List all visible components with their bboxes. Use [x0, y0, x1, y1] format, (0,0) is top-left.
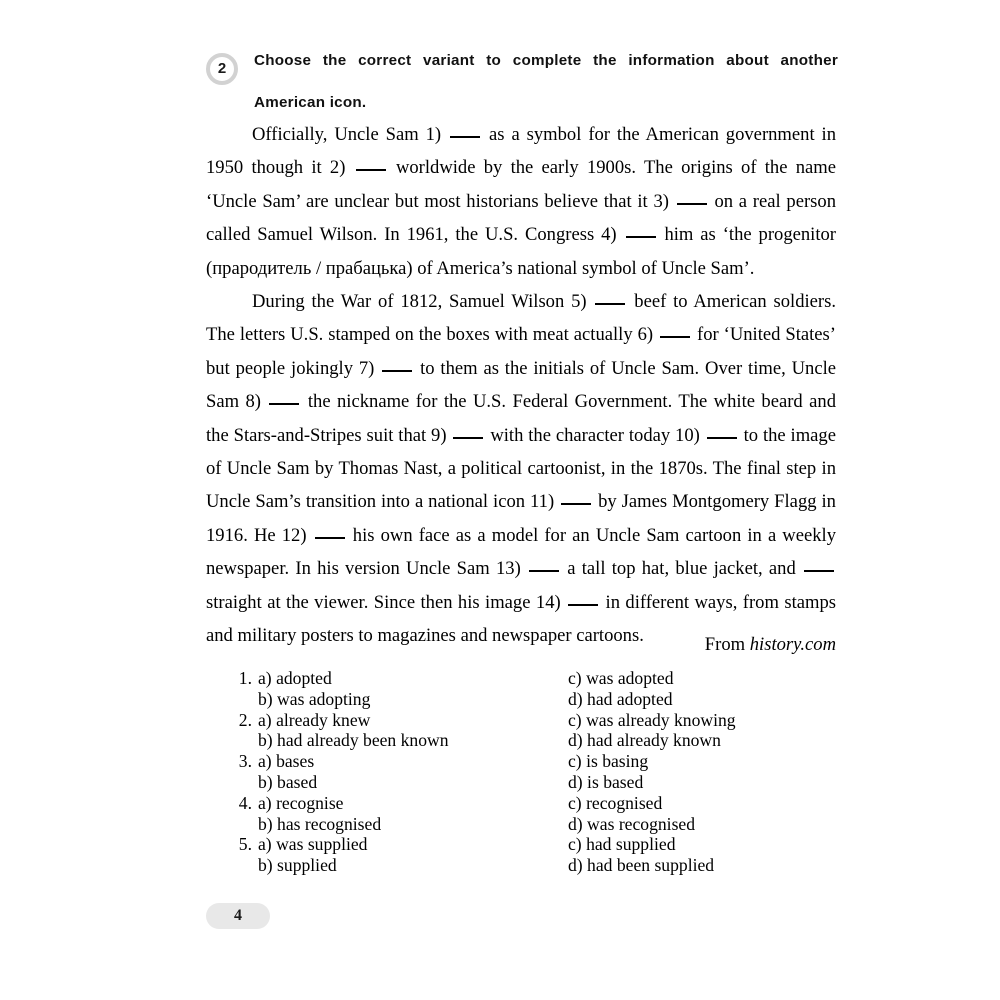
blank-fill-in: [568, 604, 598, 606]
option-choice[interactable]: a) was supplied: [258, 834, 368, 855]
blank-fill-in: [453, 437, 483, 439]
option-choice[interactable]: d) had adopted: [568, 688, 673, 709]
reading-passage: [206, 118, 836, 653]
option-choice[interactable]: c) was adopted: [568, 668, 674, 688]
option-choice[interactable]: a) adopted: [258, 668, 332, 688]
option-row: [228, 689, 868, 710]
option-choice[interactable]: a) bases: [258, 751, 315, 772]
page-number-badge: [206, 903, 270, 929]
passage-paragraph-2: During the War of 1812, Samuel Wilson 5) beef to American soldiers. The letters U.S. stamped on the boxes with meat actually 6) for ‘United States’ but people jokingly 7) to them as the initials of Uncle Sam. Over time, Uncle Sam 8) the nickname for the U.S. Federal Government. The white beard and the Stars-and-Stripes suit that 9) with the character today 10) to the image of Uncle Sam by Thomas Nast, a political cartoonist, in the 1870s. The final step in Uncle Sam’s transition into a national icon 11) by James Montgomery Flagg in 1916. He 12) his own face as a model for an Uncle Sam cartoon in a weekly newspaper. In his version Uncle Sam 13) a tall top hat, blue jacket, and straight at the viewer. Since then his image 14) in different ways, from stamps and military posters to magazines and newspaper cartoons.: [206, 291, 837, 647]
source-attribution: [206, 632, 836, 658]
blank-fill-in: [595, 303, 625, 305]
option-choice[interactable]: c) is basing: [568, 751, 649, 772]
option-choice[interactable]: d) had been supplied: [568, 855, 715, 876]
option-choice[interactable]: d) had already known: [568, 730, 721, 751]
exercise-instruction: [254, 50, 838, 113]
blank-fill-in: [269, 403, 299, 405]
option-choice[interactable]: a) already knew: [258, 709, 371, 730]
exercise-instruction-line1: Choose the correct variant to complete the information about another: [254, 52, 838, 69]
option-choice[interactable]: b) has recognised: [258, 813, 382, 834]
option-choice[interactable]: d) was recognised: [568, 813, 696, 834]
option-row: [228, 668, 868, 689]
blank-fill-in: [450, 136, 480, 138]
option-choice[interactable]: b) supplied: [258, 855, 337, 876]
option-group-number: 5.: [238, 834, 252, 855]
option-row: [228, 710, 868, 731]
option-choice[interactable]: a) recognise: [258, 792, 344, 813]
passage-paragraph-1: Officially, Uncle Sam 1) as a symbol for the American government in 1950 though it 2) worldwide by the early 1900s. The origins of the name ‘Uncle Sam’ are unclear but most historians believe that it 3) on a real person called Samuel Wilson. In 1961, the U.S. Congress 4) him as ‘the progenitor (прародитель / прабацька) of America’s national symbol of Uncle Sam’.: [206, 124, 837, 279]
option-choice[interactable]: d) is based: [568, 771, 644, 792]
option-choice[interactable]: c) recognised: [568, 792, 663, 813]
option-row: [228, 814, 868, 835]
blank-fill-in: [626, 236, 656, 238]
blank-fill-in: [660, 336, 690, 338]
option-group-number: 3.: [238, 751, 252, 772]
blank-fill-in: [382, 370, 412, 372]
blank-fill-in: [356, 169, 386, 171]
attribution-source: history.com: [749, 634, 836, 655]
option-row: [228, 855, 868, 876]
answer-options-list: [228, 668, 868, 876]
option-choice[interactable]: b) had already been known: [258, 730, 449, 751]
option-group-number: 4.: [238, 792, 252, 813]
option-choice[interactable]: b) was adopting: [258, 688, 371, 709]
option-group-number: 2.: [238, 709, 252, 730]
option-row: [228, 772, 868, 793]
option-row: [228, 730, 868, 751]
blank-fill-in: [804, 570, 834, 572]
option-group-number: 1.: [238, 668, 252, 688]
exercise-number: 2: [217, 60, 227, 77]
option-choice[interactable]: c) was already knowing: [568, 709, 736, 730]
option-row: [228, 834, 868, 855]
blank-fill-in: [529, 570, 559, 572]
blank-fill-in: [707, 437, 737, 439]
blank-fill-in: [561, 503, 591, 505]
option-choice[interactable]: c) had supplied: [568, 834, 676, 855]
option-choice[interactable]: b) based: [258, 771, 318, 792]
blank-fill-in: [315, 537, 345, 539]
exercise-header: [206, 50, 838, 113]
exercise-number-badge: [206, 53, 238, 85]
attribution-prefix: From: [704, 634, 746, 655]
page-number: 4: [234, 907, 242, 924]
option-row: [228, 793, 868, 814]
option-row: [228, 751, 868, 772]
blank-fill-in: [677, 203, 707, 205]
exercise-instruction-line2: American icon.: [254, 94, 367, 111]
